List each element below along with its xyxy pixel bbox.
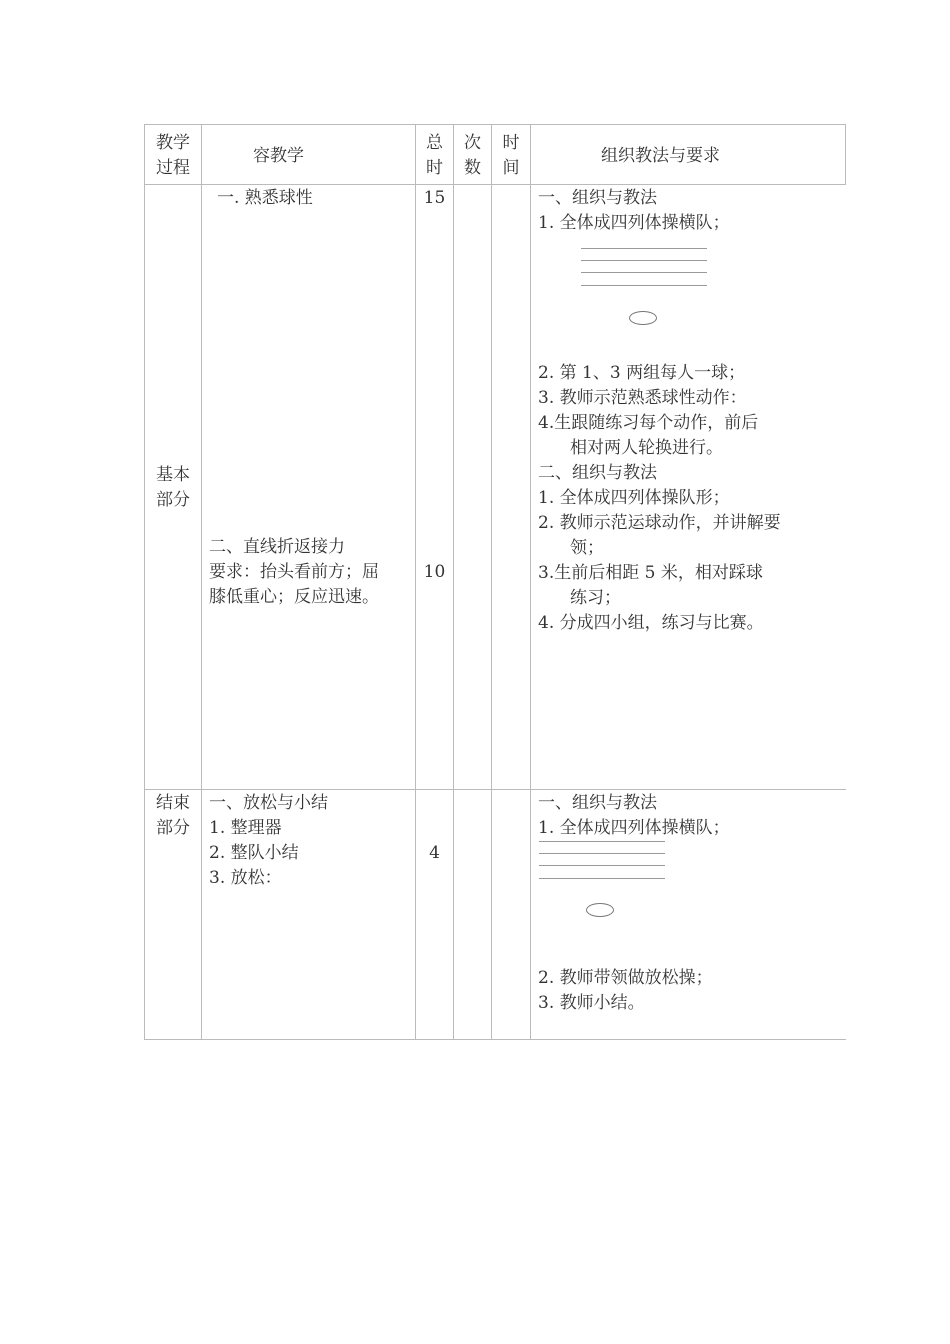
header-process-line2: 过程 — [156, 158, 190, 178]
closing-section-label — [145, 791, 201, 841]
header-total-time-line2: 时 — [426, 158, 443, 178]
closing-section-line2: 部分 — [156, 818, 190, 838]
basic-step4-line1: 4.生跟随练习每个动作，前后 — [538, 413, 759, 433]
basic-t3-line1: 3.生前后相距 5 米，相对踩球 — [538, 563, 763, 583]
formation-line — [581, 285, 707, 286]
basic-step3: 3. 教师示范熟悉球性动作： — [538, 388, 747, 408]
formation-line — [581, 272, 707, 273]
closing-item-1: 1. 整理器 — [209, 818, 282, 838]
closing-m2: 2. 教师带领做放松操； — [538, 968, 713, 988]
closing-org: 一、组织与教法 — [538, 793, 657, 813]
basic-t2-line1: 2. 教师示范运球动作，并讲解要 — [538, 513, 781, 533]
closing-section-line1: 结束 — [156, 793, 190, 813]
header-time-line1: 时 — [502, 133, 520, 153]
basic-step2: 2. 第 1、3 两组每人一球； — [538, 363, 746, 383]
header-time-line2: 间 — [502, 158, 520, 178]
closing-title: 一、放松与小结 — [209, 793, 328, 813]
basic-org1: 一、组织与教法 — [538, 188, 657, 208]
basic-section-line1: 基本 — [156, 465, 190, 485]
formation-line — [539, 865, 665, 866]
teacher-position-oval — [586, 903, 614, 917]
column-divider — [491, 125, 492, 1039]
header-total-time-line1: 总 — [426, 133, 443, 153]
basic-item2-title: 二、直线折返接力 — [209, 537, 345, 557]
closing-m1: 1. 全体成四列体操横队； — [538, 818, 730, 838]
header-time — [492, 131, 530, 181]
row-divider — [145, 184, 846, 185]
basic-item2-req-line2: 膝低重心；反应迅速。 — [209, 587, 379, 607]
basic-step4-line2: 相对两人轮换进行。 — [570, 438, 723, 458]
column-divider — [530, 125, 531, 1039]
basic-section-label — [145, 463, 201, 513]
basic-item1-minutes: 15 — [423, 188, 446, 208]
header-times — [454, 131, 491, 181]
basic-section-line2: 部分 — [156, 490, 190, 510]
formation-line — [539, 878, 665, 879]
header-process-line1: 教学 — [156, 133, 190, 153]
formation-line — [581, 248, 707, 249]
teacher-position-oval — [629, 311, 657, 325]
header-total-time — [416, 131, 453, 181]
header-times-line1: 次 — [464, 133, 481, 153]
formation-line — [539, 853, 665, 854]
basic-item2-req-line1: 要求：抬头看前方；屈 — [209, 562, 379, 582]
basic-t3-line2: 练习； — [570, 588, 621, 608]
basic-item2-minutes: 10 — [423, 562, 446, 582]
row-divider — [145, 789, 846, 790]
column-divider — [453, 125, 454, 1039]
closing-item-2: 2. 整队小结 — [209, 843, 299, 863]
basic-t2-line2: 领； — [570, 538, 604, 558]
formation-line — [581, 260, 707, 261]
column-divider — [201, 125, 202, 1039]
basic-t1: 1. 全体成四列体操队形； — [538, 488, 730, 508]
lesson-plan-table — [144, 124, 846, 1040]
header-times-line2: 数 — [464, 158, 481, 178]
formation-line — [539, 841, 665, 842]
header-method: 组织教法与要求 — [601, 146, 720, 166]
closing-item-3: 3. 放松： — [209, 868, 282, 888]
table-right-edge — [845, 125, 846, 185]
basic-step1: 1. 全体成四列体操横队； — [538, 213, 730, 233]
basic-item1-title: 一. 熟悉球性 — [217, 188, 313, 208]
header-content: 容教学 — [253, 146, 304, 166]
basic-t4: 4. 分成四小组，练习与比赛。 — [538, 613, 764, 633]
basic-org2: 二、组织与教法 — [538, 463, 657, 483]
closing-m3: 3. 教师小结。 — [538, 993, 645, 1013]
closing-minutes: 4 — [429, 843, 440, 863]
header-process — [145, 131, 201, 181]
